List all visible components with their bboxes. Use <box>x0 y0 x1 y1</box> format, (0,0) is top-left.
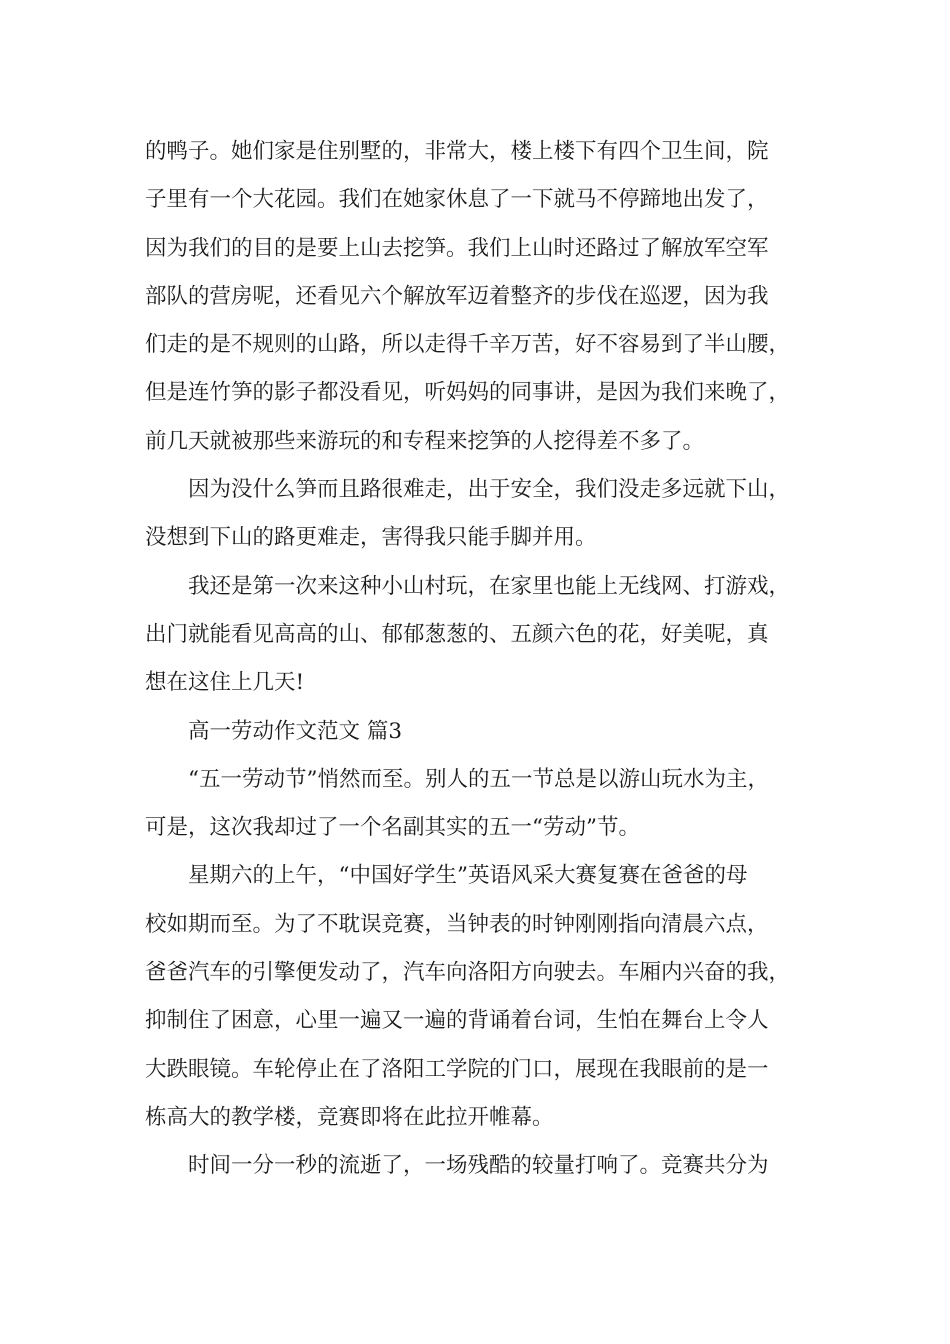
text-line: 子里有一个大花园。我们在她家休息了一下就马不停蹄地出发了， <box>145 187 769 213</box>
text-line: 想在这住上几天! <box>145 670 305 696</box>
text-line: 星期六的上午，“中国好学生”英语风采大赛复赛在爸爸的母 <box>188 863 748 889</box>
text-line: 因为没什么笋而且路很难走，出于安全，我们没走多远就下山， <box>188 477 791 503</box>
section-heading: 高一劳动作文范文 篇3 <box>188 718 403 744</box>
text-line: 爸爸汽车的引擎便发动了，汽车向洛阳方向驶去。车厢内兴奋的我， <box>145 960 791 986</box>
text-line: “五一劳动节”悄然而至。别人的五一节总是以游山玩水为主， <box>188 766 769 792</box>
text-line: 部队的营房呢，还看见六个解放军迈着整齐的步伐在巡逻，因为我 <box>145 283 769 309</box>
text-line: 抑制住了困意，心里一遍又一遍的背诵着台词，生怕在舞台上令人 <box>145 1008 769 1034</box>
text-line: 但是连竹笋的影子都没看见，听妈妈的同事讲，是因为我们来晚了， <box>145 380 791 406</box>
text-line: 的鸭子。她们家是住别墅的，非常大，楼上楼下有四个卫生间，院 <box>145 139 769 164</box>
text-line: 没想到下山的路更难走，害得我只能手脚并用。 <box>145 525 597 551</box>
text-line: 大跌眼镜。车轮停止在了洛阳工学院的门口，展现在我眼前的是一 <box>145 1056 769 1082</box>
text-line: 时间一分一秒的流逝了，一场残酷的较量打响了。竞赛共分为 <box>188 1153 769 1179</box>
text-line: 们走的是不规则的山路，所以走得千辛万苦，好不容易到了半山腰， <box>145 332 791 358</box>
text-line: 前几天就被那些来游玩的和专程来挖笋的人挖得差不多了。 <box>145 428 705 454</box>
text-line: 因为我们的目的是要上山去挖笋。我们上山时还路过了解放军空军 <box>145 235 769 261</box>
text-line: 出门就能看见高高的山、郁郁葱葱的、五颜六色的花，好美呢，真 <box>145 621 769 647</box>
essay-body <box>145 128 815 1191</box>
text-line: 可是，这次我却过了一个名副其实的五一“劳动”节。 <box>145 815 640 841</box>
text-line: 我还是第一次来这种小山村玩，在家里也能上无线网、打游戏， <box>188 573 791 599</box>
text-line: 栋高大的教学楼，竞赛即将在此拉开帷幕。 <box>145 1104 554 1130</box>
text-line: 校如期而至。为了不耽误竞赛，当钟表的时钟刚刚指向清晨六点， <box>145 911 769 937</box>
